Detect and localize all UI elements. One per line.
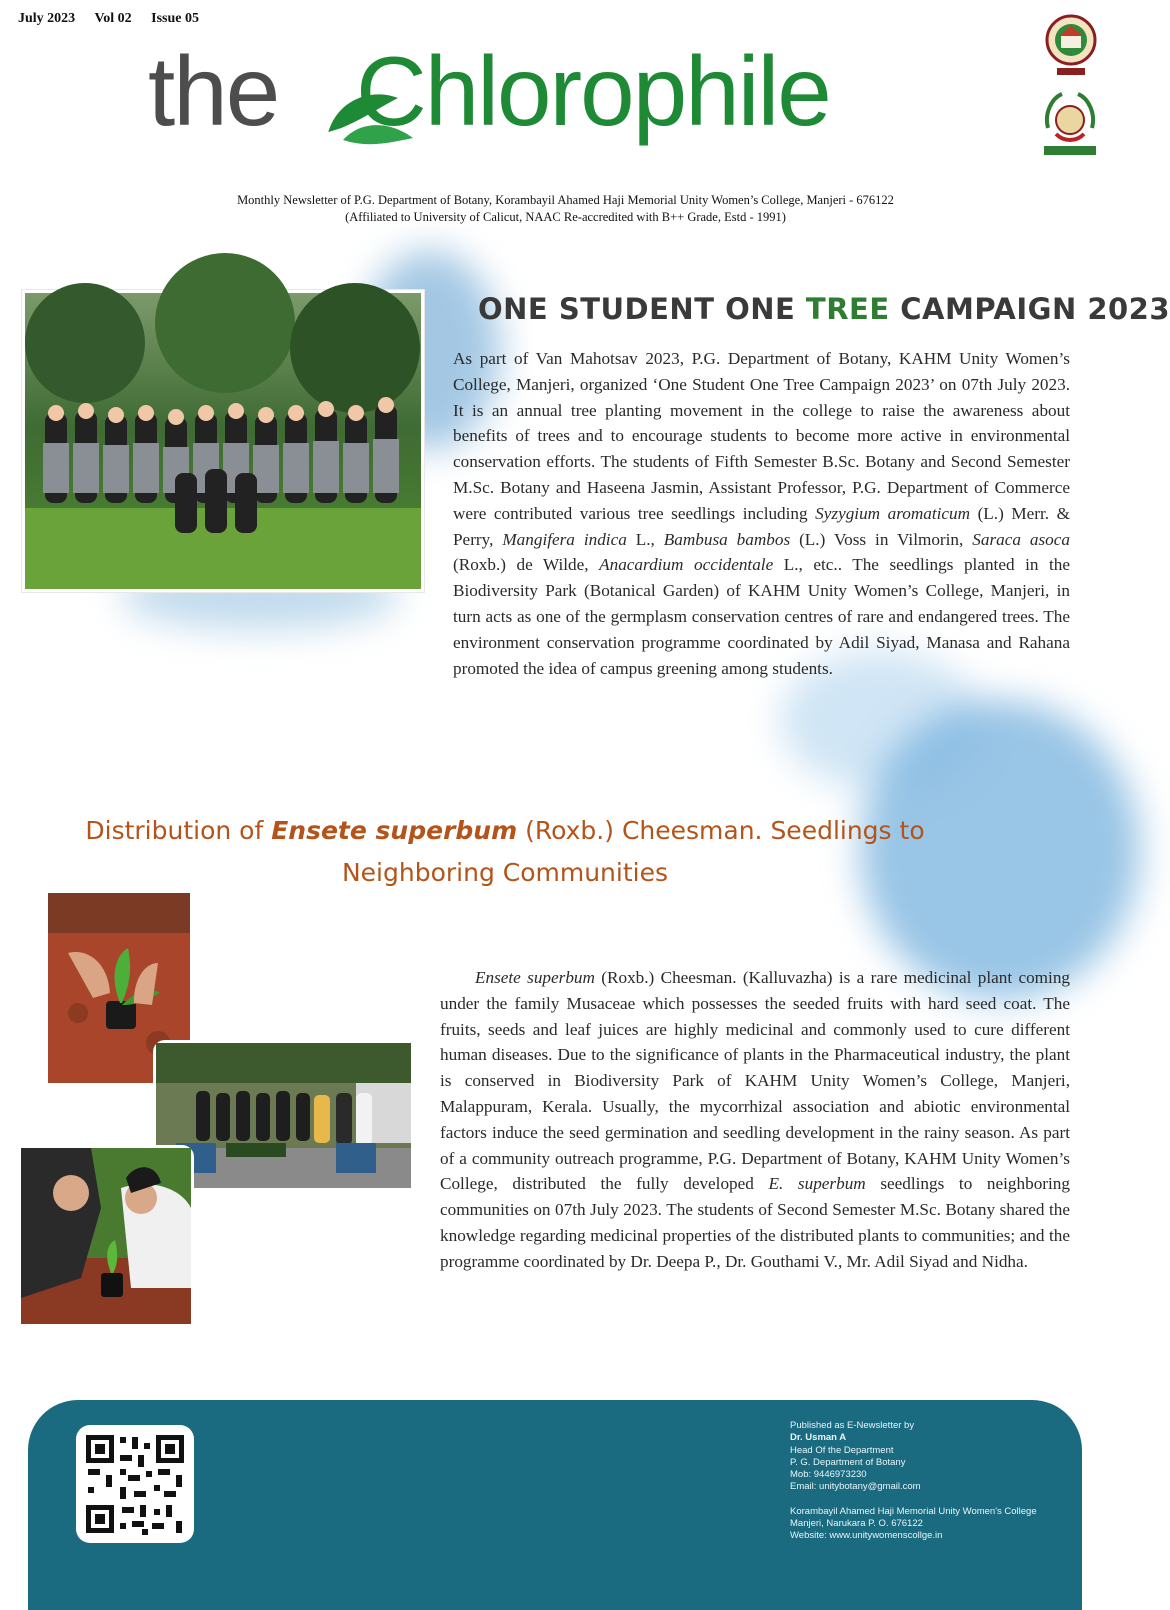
planting-photo-2 bbox=[18, 1145, 194, 1327]
article-1-text: L., etc.. The seedlings planted in the Biodiversity Park (Botanical Garden) of KAHM Unity Women’s College, Manjeri, in turn acts as one of the germplasm conservation centres of rare and endangered trees. The environment conservation programme coordinated by Adil Siyad, Manasa and Rahana promoted the idea of campus greening among students. bbox=[453, 555, 1070, 678]
issue-volume: Vol 02 bbox=[94, 11, 132, 26]
issue-month: July 2023 bbox=[18, 11, 76, 26]
species-name: Saraca asoca bbox=[972, 529, 1070, 549]
editor-mobile: Mob: 9446973230 bbox=[790, 1469, 867, 1481]
editor-role: Head Of the Department bbox=[790, 1444, 894, 1456]
article-1-title-part: ONE STUDENT ONE bbox=[478, 292, 806, 326]
article-1-title-part: CAMPAIGN 2023 bbox=[889, 292, 1170, 326]
college-crest-icon bbox=[1038, 88, 1102, 158]
article-1-text: L., bbox=[626, 529, 664, 549]
article-1-text: As part of Van Mahotsav 2023, P.G. Department of Botany, KAHM Unity Women’s College, Manjeri, organized ‘One Student One Tree Campaign 2023’ on 07th July 2023. It is an annual tree planting movement in the college to raise the awareness about benefits of trees and to encourage students to become more active in environmental conservation efforts. The students of Fifth Semester B.Sc. Botany and Second Semester M.Sc. Botany and Haseena Jasmin, Assistant Professor, P.G. Department of Commerce were contributed various tree seedlings including bbox=[453, 349, 1070, 523]
article-1-title bbox=[478, 292, 1170, 326]
species-name: Mangifera indica bbox=[502, 529, 627, 549]
article-1-title-tree: TREE bbox=[805, 292, 890, 326]
article-2-title-part: Distribution of bbox=[85, 816, 272, 845]
college-name: Korambayil Ahamed Haji Memorial Unity Women's College bbox=[790, 1505, 1037, 1517]
college-emblem-icon bbox=[1045, 12, 1097, 80]
species-name: Syzygium aromaticum bbox=[815, 503, 971, 523]
published-by: Published as E-Newsletter by bbox=[790, 1420, 915, 1431]
issue-number: Issue 05 bbox=[151, 11, 200, 26]
editor-department: P. G. Department of Botany bbox=[790, 1456, 906, 1468]
species-name: Anacardium occidentale bbox=[599, 555, 774, 575]
subtitle-line-1: Monthly Newsletter of P.G. Department of Botany, Korambayil Ahamed Haji Memorial Unity Women’s College, Manjeri - 676122 bbox=[237, 193, 894, 207]
editor-email[interactable]: Email: unitybotany@gmail.com bbox=[790, 1481, 921, 1493]
masthead bbox=[148, 38, 968, 178]
article-2-text: (Roxb.) Cheesman. (Kalluvazha) is a rare medicinal plant coming under the family Musaceae which possesses the seeded fruits with hard seed coat. The fruits, seeds and leaf juices are highly medicinal and commonly used to cure different human diseases. Due to the significance of plants in the Pharmaceutical industry, the plant is conserved in Biodiversity Park of KAHM Unity Women’s College, Manjeri, Malappuram, Kerala. Usually, the mycorrhizal association and abiotic environmental factors induce the seed germination and seedling development in the rainy season. As part of a community outreach programme, P.G. Department of Botany, KAHM Unity Women’s College, distributed the fully developed bbox=[440, 968, 1071, 1194]
college-website[interactable]: Website: www.unitywomenscollge.in bbox=[790, 1530, 943, 1542]
publisher-info bbox=[790, 1420, 1090, 1543]
article-1-body bbox=[453, 346, 1070, 681]
issue-info bbox=[18, 11, 215, 27]
masthead-chlorophile: Chlorophile bbox=[356, 36, 830, 146]
article-2-title bbox=[60, 810, 950, 894]
article-1-text: (L.) Merr. & Perry, bbox=[453, 503, 1070, 549]
masthead-the: the bbox=[148, 36, 279, 146]
campaign-group-photo bbox=[22, 290, 424, 592]
spacer bbox=[790, 1494, 1090, 1506]
newsletter-subtitle bbox=[0, 192, 1131, 226]
editor-name: Dr. Usman A bbox=[790, 1432, 847, 1444]
college-address: Manjeri, Narukara P. O. 676122 bbox=[790, 1518, 923, 1530]
article-2-body bbox=[440, 965, 1070, 1275]
article-1-text: (L.) Voss in Vilmorin, bbox=[790, 529, 973, 549]
article-2-title-line-2: Neighboring Communities bbox=[341, 858, 669, 887]
article-2-title-line-1 bbox=[60, 810, 950, 852]
qr-code-icon[interactable] bbox=[76, 1425, 194, 1543]
article-2-title-part: (Roxb.) Cheesman. Seedlings to bbox=[517, 816, 925, 845]
article-1-text: (Roxb.) de Wilde, bbox=[453, 555, 600, 575]
species-name: Bambusa bambos bbox=[663, 529, 791, 549]
species-name: E. superbum bbox=[768, 1174, 866, 1194]
species-name: Ensete superbum bbox=[475, 968, 595, 987]
article-2-text: seedlings to neighboring communities on 07th July 2023. The students of Second Semester M.Sc. Botany shared the knowledge regarding medicinal properties of the distributed plants to communities; and the programme coordinated by Dr. Deepa P., Dr. Gouthami V., Mr. Adil Siyad and Nidha. bbox=[440, 1174, 1070, 1271]
article-2-title-species: Ensete superbum bbox=[271, 816, 518, 845]
subtitle-line-2: (Affiliated to University of Calicut, NAAC Re-accredited with B++ Grade, Estd - 1991) bbox=[345, 210, 786, 224]
